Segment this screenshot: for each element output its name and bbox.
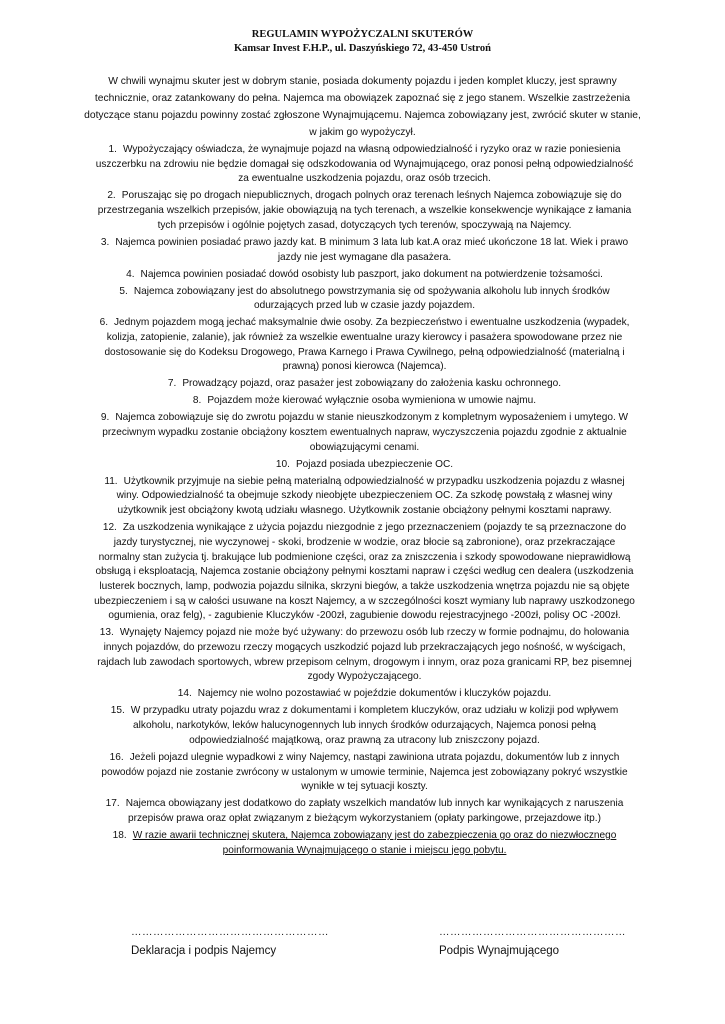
rule-text: Najemcy nie wolno pozostawiać w pojeździe dokumentów i kluczyków pojazdu. xyxy=(197,688,552,700)
rule-text: W razie awarii technicznej skutera, Najemca zobowiązany jest do zabezpieczenia go oraz do niezwłocznego poinformowania Wynajmującego o stanie i miejscu jego pobytu. xyxy=(132,829,617,856)
rule-text: Użytkownik przyjmuje na siebie pełną materialną odpowiedzialność w przypadku uszkodzenia pojazdu z własnej winy. Odpowiedzialność ta obejmuje szkody nieobjęte ubezpieczeniem OC. Za szkodę powstałą z własnej winy użytkownik jest obciążony kwotą udziału własnego. Użytkownik zostanie obciążony pełnymi kosztami naprawy. xyxy=(116,475,625,517)
rule-text: W przypadku utraty pojazdu wraz z dokumentami i kompletem kluczyków, oraz udziału w kolizji pod wpływem alkoholu, narkotyków, leków halucynogennych lub innych środków odurzających, Najemca ponosi pełną odpowiedzialność majątkową, oraz prawną za utracony lub zniszczony pojazd. xyxy=(130,705,619,746)
rule-item xyxy=(92,829,637,858)
rule-number: 5. xyxy=(119,285,128,297)
rule-text: Wypożyczający oświadcza, że wynajmuje pojazd na własną odpowiedzialność i ryzyko oraz w razie poniesienia uszczerbku na zdrowiu nie będzie domagał się odszkodowania od Wynajmującego, oraz ponosi pełną odpowiedzialność za ewentualne uszkodzenia pojazdu, oraz osób trzecich. xyxy=(95,144,634,185)
rule-item xyxy=(92,475,637,519)
rule-number: 6. xyxy=(99,317,108,329)
rule-item xyxy=(92,394,637,409)
rule-item xyxy=(92,143,637,187)
landlord-signature-label: Podpis Wynajmującego xyxy=(439,945,560,957)
rule-number: 14. xyxy=(177,688,192,700)
rule-number: 15. xyxy=(110,705,125,717)
rule-text: Najemca powinien posiadać dowód osobisty lub paszport, jako dokument na potwierdzenie tożsamości. xyxy=(140,268,603,280)
rule-number: 4. xyxy=(126,268,135,280)
landlord-signature-line: …………………………………………… xyxy=(439,926,626,938)
rule-text: Najemca zobowiązany jest do absolutnego powstrzymania się od spożywania alkoholu lub innych środków odurzających przed lub w czasie jazdy pojazdem. xyxy=(133,285,610,312)
rule-text: Jednym pojazdem mogą jechać maksymalnie dwie osoby. Za bezpieczeństwo i ewentualne uszkodzenia (wypadek, kolizja, zatopienie, zalanie), jak również za wszelkie ewentualne urazy kierowcy i pasażera spowodowane przez nie dostosowanie się do Kodeksu Drogowego, Prawa Karnego i Prawa Cywilnego, pełną odpowiedzialność (materialną i prawną) ponosi kierowca (Najemca). xyxy=(104,317,630,373)
intro-paragraph: W chwili wynajmu skuter jest w dobrym stanie, posiada dokumenty pojazdu i jeden komplet kluczy, jest sprawny technicznie, oraz zatankowany do pełna. Najemca ma obowiązek zapoznać się z jego stanem. Wszelkie zastrzeżenia dotyczące stanu pojazdu powinny zostać zgłoszone Wynajmującemu. Najemca zobowiązany jest, zwrócić skuter w stanie, w jakim go wypożyczył. xyxy=(84,76,641,138)
rule-text: Najemca powinien posiadać prawo jazdy kat. B minimum 3 lata lub kat.A oraz mieć ukończone 18 lat. Wiek i prawo jazdy nie jest wymagane dla pasażera. xyxy=(115,236,629,263)
rule-number: 7. xyxy=(167,378,177,390)
rule-item xyxy=(92,285,637,314)
rule-text: Najemca obowiązany jest dodatkowo do zapłaty wszelkich mandatów lub innych kar wynikających z naruszenia przepisów prawa oraz opłat związanym z bieżącym wykorzystaniem (opłaty parkingowe, przejazdowe itp.) xyxy=(125,798,624,824)
rule-text: Pojazdem może kierować wyłącznie osoba wymieniona w umowie najmu. xyxy=(207,395,537,407)
rule-number: 9. xyxy=(100,412,110,424)
rule-number: 17. xyxy=(105,798,120,810)
rule-item xyxy=(92,797,637,826)
document-header xyxy=(0,28,725,56)
tenant-signature-line: ……………………………………………… xyxy=(131,926,329,938)
rule-item xyxy=(92,189,637,233)
rule-text: Za uszkodzenia wynikające z użycia pojazdu niezgodnie z jego przeznaczeniem (pojazdy te są przeznaczone do jazdy turystycznej, nie wyczynowej - skoki, brodzenie w wodzie, oraz błocie są zabronione), oraz przekraczające normalny stan zużycia tj. brakujące lub podmienione części, oraz za zniszczenia i szkody spowodowane nieprawidłową obsługą i eksploatacją, Najemca zostanie obciążony pełnymi kosztami napraw i części według cen dealera (uszkodzenia lusterek bocznych, lamp, podwozia pojazdu silnika, skrzyni biegów, a także uszkodzenia wnętrza pojazdu nie są objęte ubezpieczeniem i są w całości usuwane na koszt Najemcy, a w szczególności koszt wymiany lub naprawy uszkodzonego ogumienia, oraz felg), - zagubienie Kluczyków -200zł, zagubienie dowodu rejestracyjnego -200zł, polisy OC -200zł. xyxy=(94,522,635,622)
rule-number: 16. xyxy=(109,751,124,763)
rule-number: 11. xyxy=(104,475,118,487)
company-address: Kamsar Invest F.H.P., ul. Daszyńskiego 72, 43-450 Ustroń xyxy=(234,43,491,54)
rule-text: Wynajęty Najemcy pojazd nie może być używany: do przewozu osób lub rzeczy w formie podnajmu, do holowania innych pojazdów, do przewozu rzeczy mogących uszkodzić pojazd lub przekraczających jego nośność, w wyścigach, rajdach lub zawodach sportowych, wbrew przepisom celnym, drogowym i innym, oraz poza granicami RP, bez pisemnej zgody Wypożyczającego. xyxy=(97,627,632,683)
rule-number: 2. xyxy=(107,190,116,202)
rule-text: Prowadzący pojazd, oraz pasażer jest zobowiązany do założenia kasku ochronnego. xyxy=(182,378,562,390)
rule-item xyxy=(92,751,637,795)
rules-list xyxy=(92,143,637,861)
tenant-signature-label: Deklaracja i podpis Najemcy xyxy=(131,945,277,957)
rule-text: Jeżeli pojazd ulegnie wypadkowi z winy Najemcy, nastąpi zawiniona utrata pojazdu, dokumentów lub z innych powodów pojazd nie zostanie zwrócony w ustalonym w umowie terminie, Najemca jest zobowiązany pokryć wszystkie wynikłe w tej sytuacji koszty. xyxy=(101,751,628,793)
rule-item xyxy=(92,377,637,392)
rule-item xyxy=(92,687,637,702)
rule-item xyxy=(92,411,637,455)
landlord-signature-block xyxy=(439,926,626,957)
rule-text: Najemca zobowiązuje się do zwrotu pojazdu w stanie nieuszkodzonym z kompletnym wyposażeniem i umytego. W przeciwnym wypadku zostanie obciążony kosztem ewentualnych napraw, wyczyszczenia pojazdu zgodnie z aktualnie obowiązującymi cenami. xyxy=(102,412,629,453)
tenant-signature-block xyxy=(131,926,329,957)
rule-item xyxy=(92,316,637,375)
rule-text: Pojazd posiada ubezpieczenie OC. xyxy=(295,458,454,470)
document-title: REGULAMIN WYPOŻYCZALNI SKUTERÓW xyxy=(251,29,474,40)
rule-number: 13. xyxy=(99,627,114,639)
rule-item xyxy=(92,704,637,748)
rule-number: 3. xyxy=(100,236,110,248)
rule-item xyxy=(92,626,637,685)
rule-item xyxy=(92,521,637,624)
rule-number: 18. xyxy=(112,829,127,841)
rule-number: 1. xyxy=(108,144,117,155)
rule-item xyxy=(92,268,637,283)
rule-number: 10. xyxy=(275,458,290,470)
rule-item xyxy=(92,458,637,473)
rule-item xyxy=(92,236,637,265)
rule-text: Poruszając się po drogach niepublicznych, drogach polnych oraz terenach leśnych Najemca zobowiązuje się do przestrzegania wszelkich przepisów, jakie obowiązują na tych terenach, a wszelkie konsekwencje wynikające z łamania tych przepisów i ogólnie pojętych zasad, dotyczących tych terenów, spoczywają na Najemcy. xyxy=(97,190,632,231)
rule-number: 8. xyxy=(192,395,202,407)
rule-number: 12. xyxy=(102,522,117,534)
